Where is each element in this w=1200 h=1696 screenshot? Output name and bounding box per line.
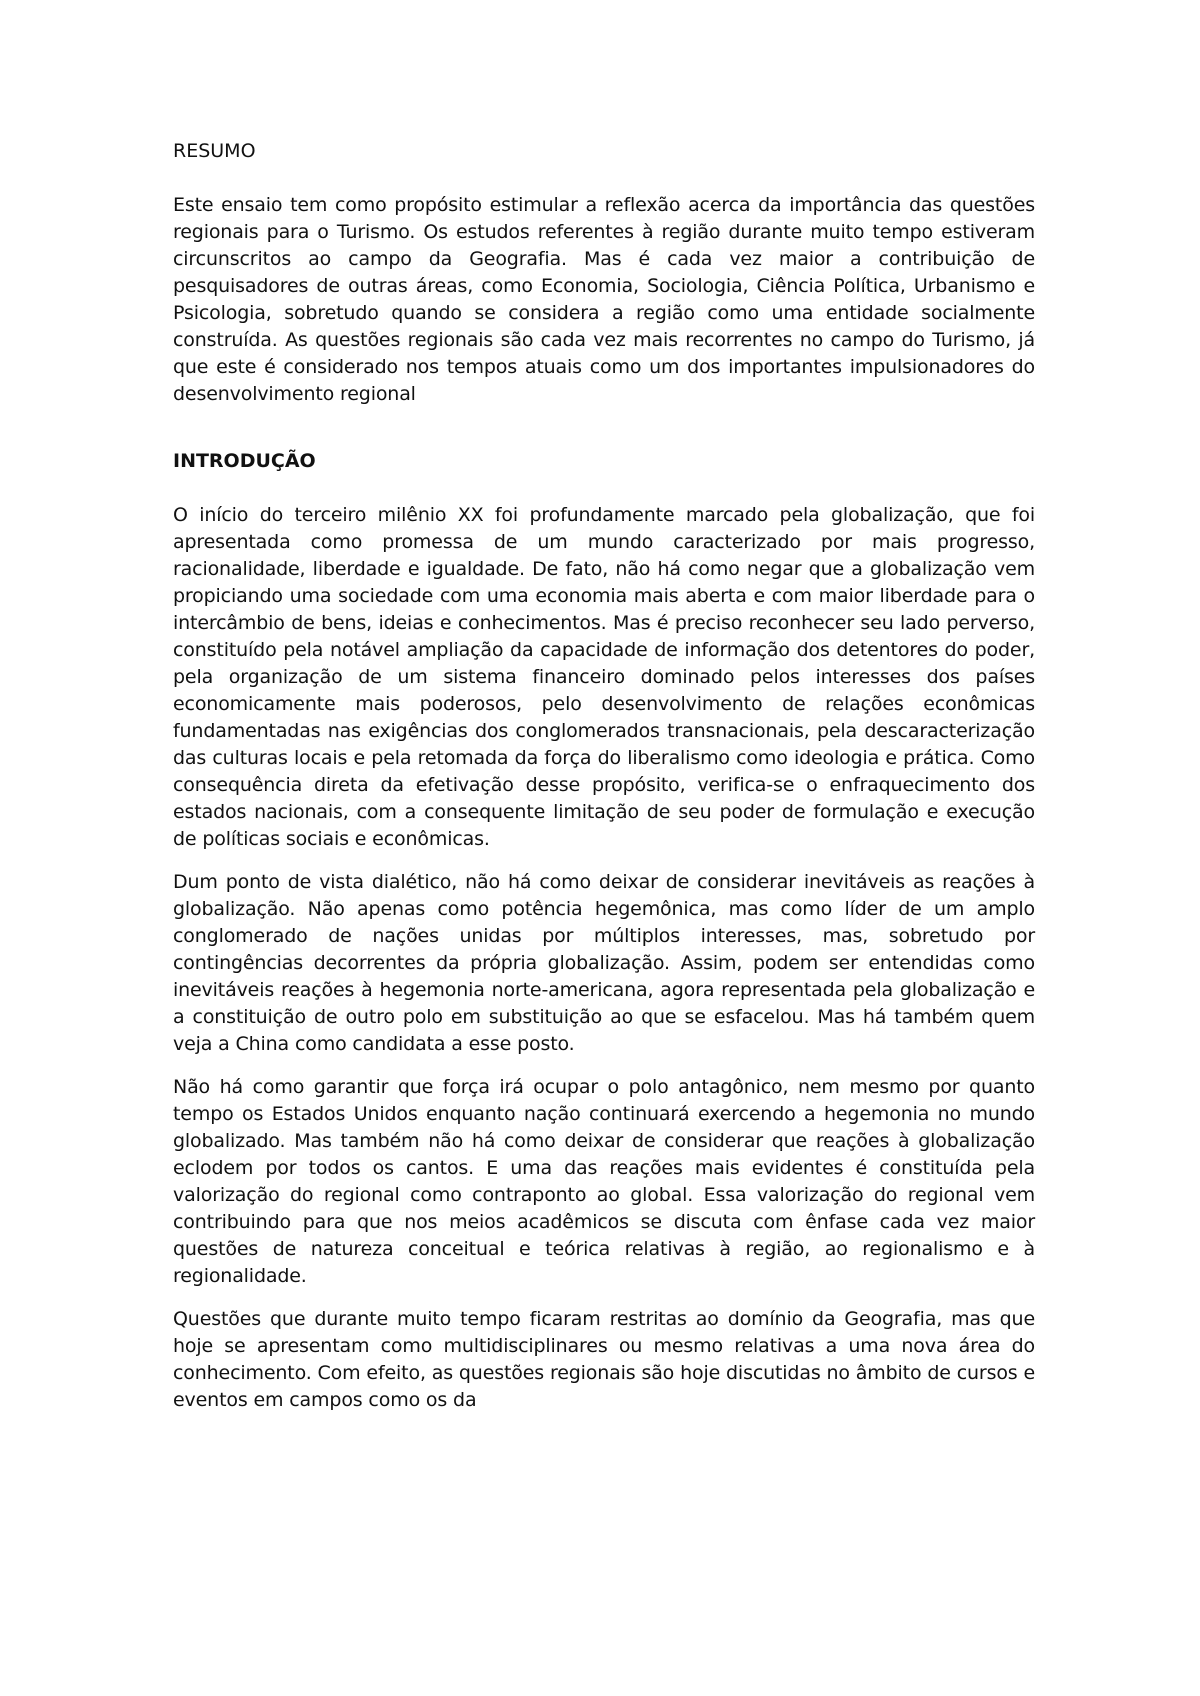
introducao-heading: INTRODUÇÃO	[173, 450, 316, 472]
introducao-paragraph-4: Questões que durante muito tempo ficaram restritas ao domínio da Geografia, mas que hoje se apresentam como multidisciplinares ou mesmo relativas a uma nova área do conhecimento. Com efeito, as questões regionais são hoje discutidas no âmbito de cursos e eventos em campos como os da	[173, 1308, 1035, 1411]
introducao-paragraph-2: Dum ponto de vista dialético, não há como deixar de considerar inevitáveis as reações à globalização. Não apenas como potência hegemônica, mas como líder de um amplo conglomerado de nações unidas por múltiplos interesses, mas, sobretudo por contingências decorrentes da própria globalização. Assim, podem ser entendidas como inevitáveis reações à hegemonia norte-americana, agora representada pela globalização e a constituição de outro polo em substituição ao que se esfacelou. Mas há também quem veja a China como candidata a esse posto.	[173, 871, 1035, 1055]
introducao-paragraph-1: O início do terceiro milênio XX foi profundamente marcado pela globalização, que foi apresentada como promessa de um mundo caracterizado por mais progresso, racionalidade, liberdade e igualdade. De fato, não há como negar que a globalização vem propiciando uma sociedade com uma economia mais aberta e com maior liberdade para o intercâmbio de bens, ideias e conhecimentos. Mas é preciso reconhecer seu lado perverso, constituído pela notável ampliação da capacidade de informação dos detentores do poder, pela organização de um sistema financeiro dominado pelos interesses dos países economicamente mais poderosos, pelo desenvolvimento de relações econômicas fundamentadas nas exigências dos conglomerados transnacionais, pela descaracterização das culturas locais e pela retomada da força do liberalismo como ideologia e prática. Como consequência direta da efetivação desse propósito, verifica-se o enfraquecimento dos estados nacionais, com a consequente limitação de seu poder de formulação e execução de políticas sociais e econômicas.	[173, 504, 1035, 850]
document-page	[173, 138, 1035, 1414]
resumo-paragraph: Este ensaio tem como propósito estimular a reflexão acerca da importância das questões regionais para o Turismo. Os estudos referentes à região durante muito tempo estiveram circunscritos ao campo da Geografia. Mas é cada vez maior a contribuição de pesquisadores de outras áreas, como Economia, Sociologia, Ciência Política, Urbanismo e Psicologia, sobretudo quando se considera a região como uma entidade socialmente construída. As questões regionais são cada vez mais recorrentes no campo do Turismo, já que este é considerado nos tempos atuais como um dos importantes impulsionadores do desenvolvimento regional	[173, 194, 1035, 405]
introducao-paragraph-3: Não há como garantir que força irá ocupar o polo antagônico, nem mesmo por quanto tempo os Estados Unidos enquanto nação continuará exercendo a hegemonia no mundo globalizado. Mas também não há como deixar de considerar que reações à globalização eclodem por todos os cantos. E uma das reações mais evidentes é constituída pela valorização do regional como contraponto ao global. Essa valorização do regional vem contribuindo para que nos meios acadêmicos se discuta com ênfase cada vez maior questões de natureza conceitual e teórica relativas à região, ao regionalismo e à regionalidade.	[173, 1076, 1035, 1287]
resumo-heading: RESUMO	[173, 140, 256, 162]
